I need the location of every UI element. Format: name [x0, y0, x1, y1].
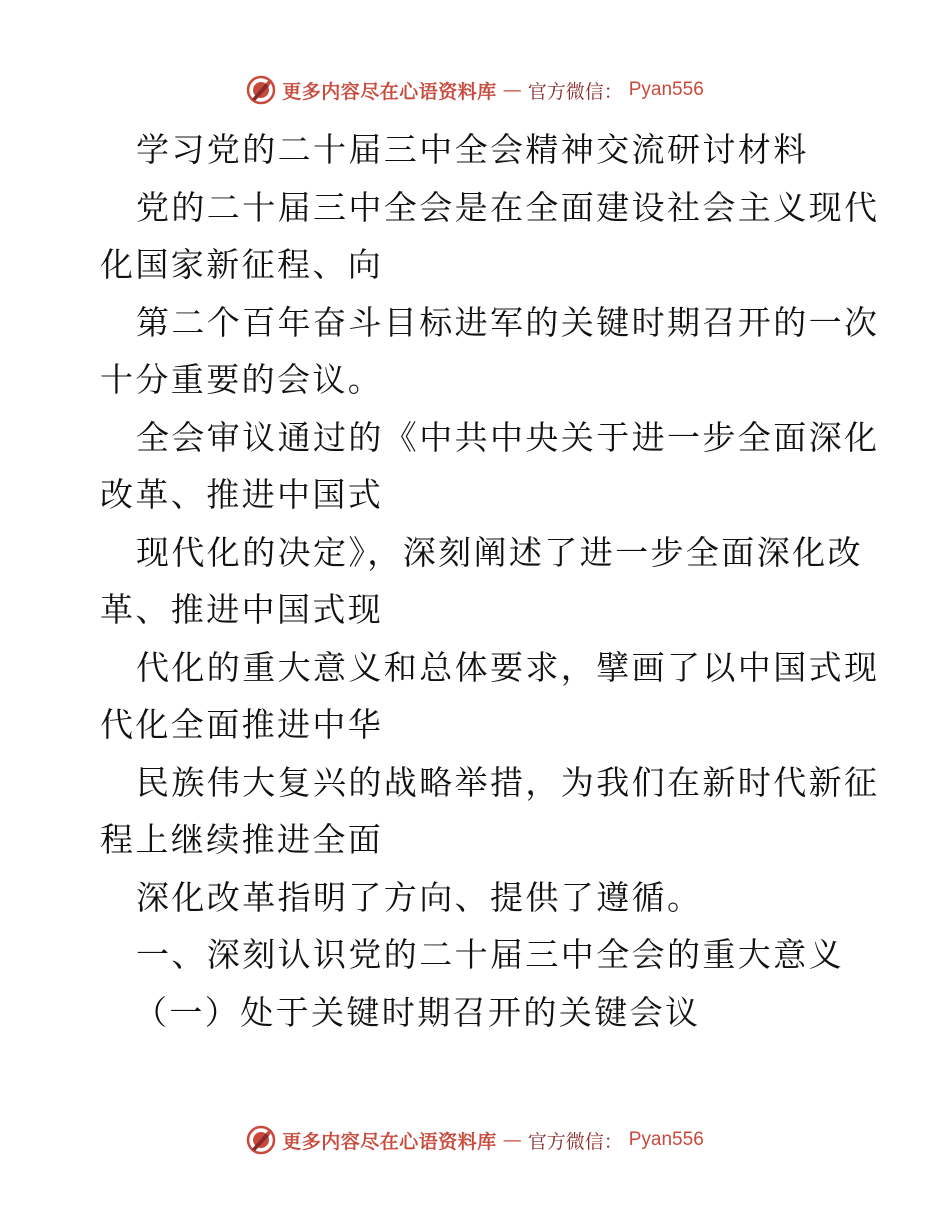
- brand-name: 更多内容尽在心语资料库: [282, 1130, 497, 1153]
- text-line: 民族伟大复兴的战略举措，为我们在新时代新征: [136, 762, 880, 802]
- text-line: 第二个百年奋斗目标进军的关键时期召开的一次: [136, 302, 880, 342]
- text-line: 全会审议通过的《中共中央关于进一步全面深化: [136, 417, 880, 457]
- pen-logo-icon: [246, 1125, 276, 1155]
- text-line: 代化全面推进中华: [100, 705, 384, 744]
- banner-separator: —: [502, 79, 522, 101]
- brand-name: 更多内容尽在心语资料库: [282, 80, 497, 103]
- text-line: 代化的重大意义和总体要求，擘画了以中国式现: [136, 647, 880, 687]
- section-heading: 一、深刻认识党的二十届三中全会的重大意义: [136, 935, 844, 974]
- contact-label: 官方微信：: [527, 80, 623, 103]
- text-line: 深化改革指明了方向、提供了遵循。: [136, 877, 703, 917]
- text-line: 现代化的决定》，深刻阐述了进一步全面深化改: [136, 532, 863, 572]
- contact-account: Pyan556: [628, 79, 704, 100]
- contact-account: Pyan556: [628, 1129, 704, 1150]
- text-line: 革、推进中国式现: [100, 590, 384, 629]
- text-line: 十分重要的会议。: [100, 360, 384, 399]
- banner-separator: —: [502, 1129, 522, 1151]
- text-line: 党的二十届三中全会是在全面建设社会主义现代: [136, 187, 880, 227]
- subsection-heading: （一）处于关键时期召开的关键会议: [134, 992, 701, 1032]
- header-watermark-banner: [0, 70, 950, 110]
- footer-watermark-banner: [0, 1120, 950, 1160]
- document-title: 学习党的二十届三中全会精神交流研讨材料: [136, 130, 809, 169]
- text-line: 改革、推进中国式: [100, 475, 384, 514]
- document-body: [100, 121, 880, 1041]
- text-line: 化国家新征程、向: [100, 245, 384, 284]
- pen-logo-icon: [246, 75, 276, 105]
- text-line: 程上继续推进全面: [100, 820, 384, 859]
- contact-label: 官方微信：: [527, 1130, 623, 1153]
